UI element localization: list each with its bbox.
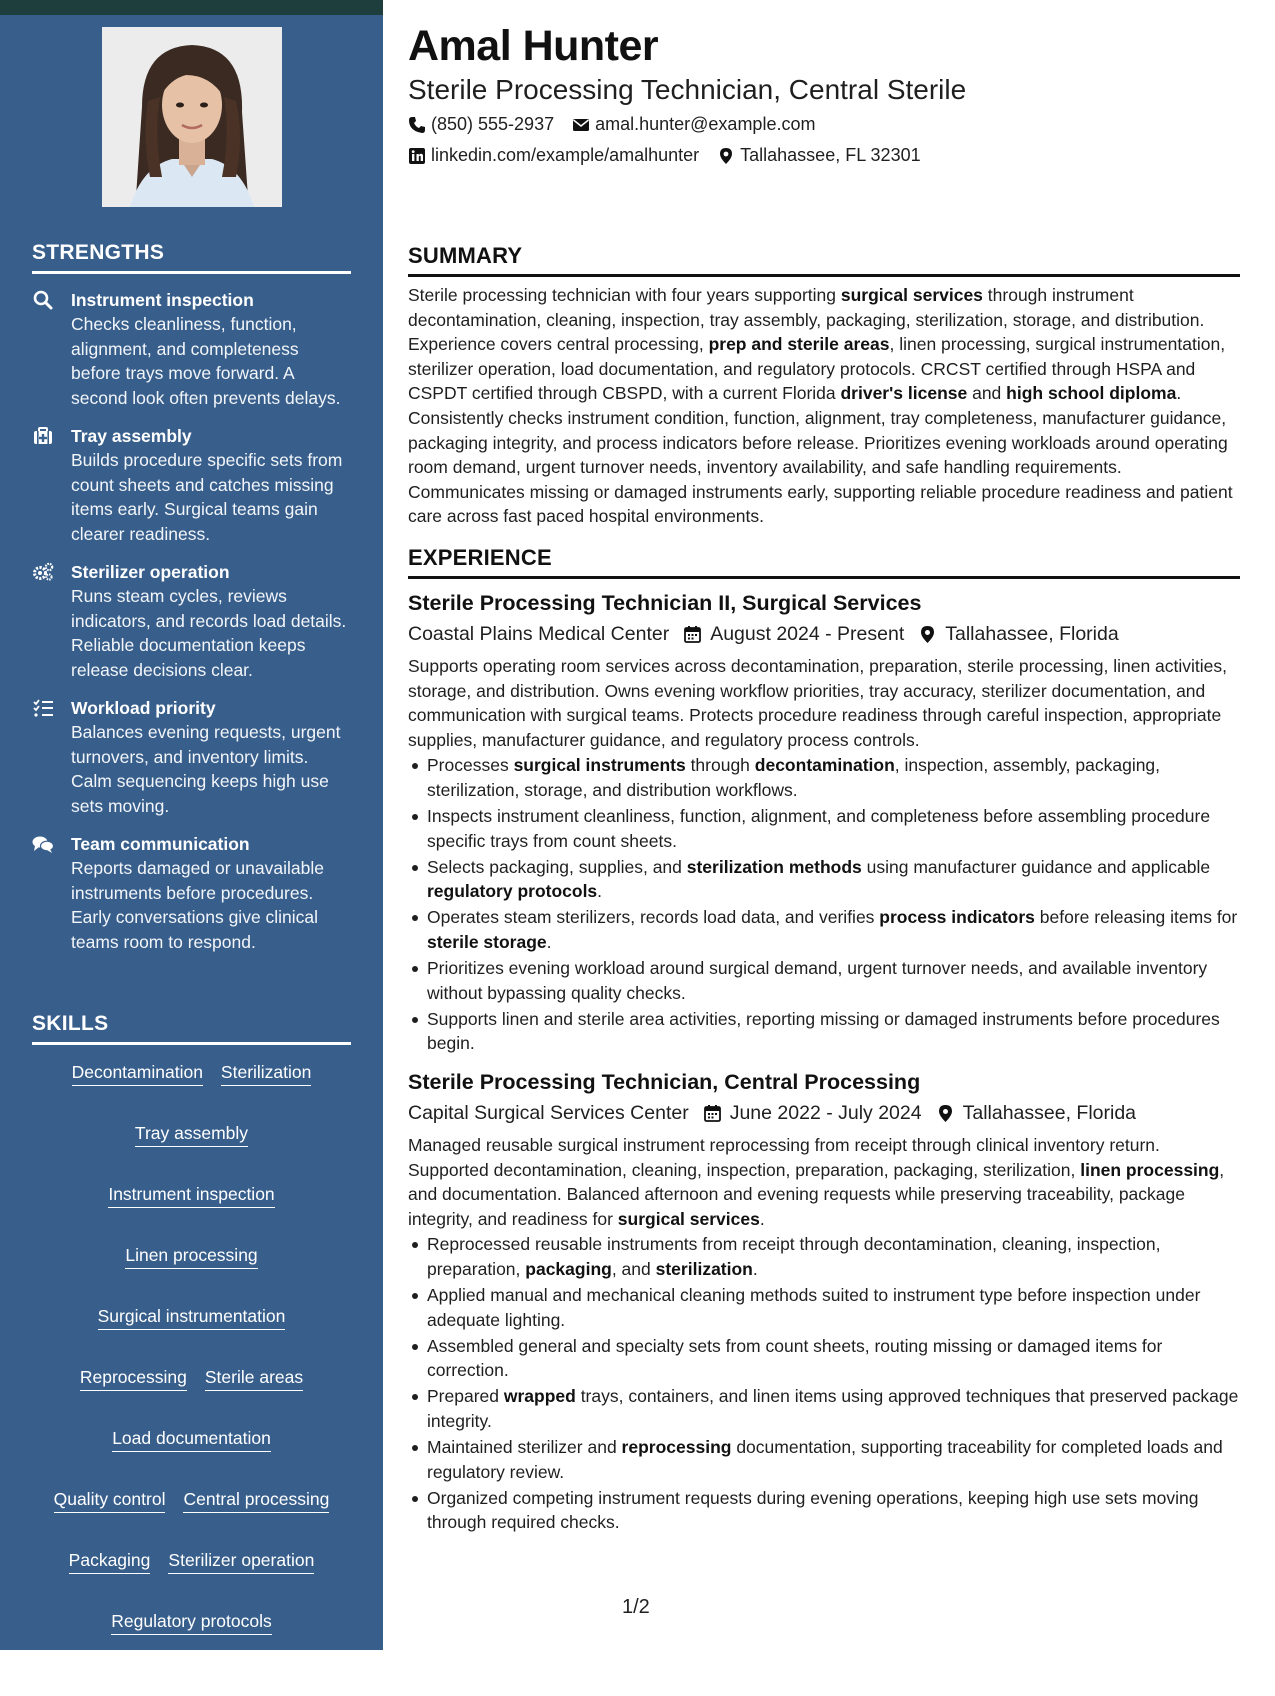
search-icon [32,290,54,310]
emphasis-text: packaging [525,1258,612,1279]
job-location-text: Tallahassee, Florida [945,623,1119,645]
emphasis-text: reprocessing [621,1437,732,1458]
emphasis-text: sterilization [655,1258,753,1279]
linkedin-contact[interactable] [408,145,699,166]
job-dates [703,1099,922,1127]
skill-tag: Surgical instrumentation [98,1305,286,1330]
job-entry [408,1068,1240,1535]
comments-icon [32,834,54,854]
strength-item [32,288,351,410]
profile-photo [102,27,282,207]
job-dates [683,620,904,648]
job-bullet: Prioritizes evening workload around surgical demand, urgent turnover needs, and available inventory without bypassing quality checks. [408,956,1240,1005]
job-bullet: Supports linen and sterile area activities, reporting missing or damaged instruments before procedures begin. [408,1007,1240,1056]
linkedin-url: linkedin.com/example/amalhunter [431,145,700,165]
job-location [936,1099,1136,1127]
company-name: Capital Surgical Services Center [408,1102,689,1124]
emphasis-text: sterile storage [427,932,547,953]
skill-tag: Sterilizer operation [168,1549,314,1574]
envelope-icon [572,116,590,134]
strength-item [32,832,351,954]
skill-tag: Regulatory protocols [111,1610,272,1635]
job-bullets [408,753,1240,1056]
strength-item [32,424,351,546]
strength-title: Team communication [71,834,250,854]
job-description: Supports operating room services across decontamination, preparation, sterile processing, linen activities, storage, and distribution. Owns evening workflow priorities, tray accuracy, sterilizer documentation, and communication with surgical teams. Protects procedure readiness through careful inspection, appropriate supplies, manufacturer guidance, and regulatory process controls. [408,656,1228,750]
emphasis-text: regulatory protocols [427,881,598,902]
strengths-heading: STRENGTHS [32,241,351,274]
skills-heading: SKILLS [32,1012,351,1045]
emphasis-text: linen processing [1080,1159,1220,1180]
phone-contact[interactable] [408,114,554,135]
skills-section [32,1012,351,1696]
strength-title: Instrument inspection [71,290,254,310]
sidebar [0,0,383,1692]
emphasis-text: decontamination [754,755,895,776]
strength-title: Tray assembly [71,426,192,446]
skill-tag: Tray assembly [135,1122,248,1147]
skill-tag: Sterile areas [205,1366,303,1391]
job-bullet: Assembled general and specialty sets from count sheets, routing missing or damaged items for correction. [408,1334,1240,1383]
strengths-section [32,241,351,954]
experience-heading: EXPERIENCE [408,545,1240,579]
summary-section [408,243,1240,529]
strength-item [32,696,351,818]
job-bullets [408,1232,1240,1535]
job-dates-text: August 2024 - Present [710,623,905,645]
candidate-name: Amal Hunter [408,22,659,70]
job-title: Sterile Processing Technician, Central Processing [408,1070,921,1094]
job-bullet: Prepared wrapped trays, containers, and linen items using approved techniques that preserved package integrity. [408,1384,1240,1433]
strength-title: Workload priority [71,698,216,718]
skill-tag: Reprocessing [80,1366,187,1391]
job-bullet: Reprocessed reusable instruments from receipt through decontamination, cleaning, inspection, preparation, packaging, and sterilization. [408,1232,1240,1281]
job-location-text: Tallahassee, Florida [962,1102,1137,1124]
strength-description: Runs steam cycles, reviews indicators, and records load details. Reliable documentation keeps release decisions clear. [71,586,347,680]
location-contact [717,145,920,166]
phone-icon [408,116,426,134]
contact-line-1 [408,114,833,135]
skills-list [32,1061,351,1696]
job-dates-text: June 2022 - July 2024 [729,1102,922,1124]
calendar-icon [683,625,702,644]
emphasis-text: driver's license [840,383,968,404]
emphasis-text: prep and sterile areas [708,334,890,355]
company-name: Coastal Plains Medical Center [408,623,670,645]
job-bullet: Organized competing instrument requests during evening operations, keeping high use sets moving through required checks. [408,1486,1240,1535]
emphasis-text: surgical instruments [513,755,686,776]
summary-heading: SUMMARY [408,243,1240,277]
emphasis-text: high school diploma [1006,383,1177,404]
map-pin-icon [717,147,735,165]
job-meta [408,1099,1240,1127]
skill-tag: Instrument inspection [108,1183,274,1208]
gears-icon [32,562,54,582]
linkedin-icon [408,147,426,165]
strength-title: Sterilizer operation [71,562,230,582]
job-bullet: Processes surgical instruments through decontamination, inspection, assembly, packaging, sterilization, storage, and distribution workflows. [408,753,1240,802]
summary-text: Sterile processing technician with four years supporting surgical services through instrument decontamination, cleaning, inspection, tray assembly, packaging, sterilization, storage, and distribution. Experience covers central processing, prep and sterile areas, linen processing, surgical instrumentation, sterilizer operation, load documentation, and regulatory protocols. CRCST certified through HSPA and CSPDT certified through CBSPD, with a current Florida driver's license and high school diploma. Consistently checks instrument condition, function, alignment, tray completeness, manufacturer guidance, packaging integrity, and process indicators before release. Prioritizes evening workloads around operating room demand, urgent turnover needs, inventory availability, and safe handling requirements. Communicates missing or damaged instruments early, supporting reliable procedure readiness and patient care across fast paced hospital environments. [408,285,1233,527]
job-title: Sterile Processing Technician II, Surgical Services [408,591,922,615]
strength-description: Checks cleanliness, function, alignment, and completeness before trays move forward. A second look often prevents delays. [71,314,341,408]
job-bullet: Operates steam sterilizers, records load data, and verifies process indicators before releasing items for sterile storage. [408,905,1240,954]
emphasis-text: wrapped [503,1386,576,1407]
skill-tag: Surgical services [125,1671,257,1696]
calendar-icon [703,1104,722,1123]
email-address: amal.hunter@example.com [595,114,816,134]
map-pin-icon [918,625,937,644]
sidebar-top-bar [0,0,383,15]
job-bullet: Applied manual and mechanical cleaning methods suited to instrument type before inspection under adequate lighting. [408,1283,1240,1332]
skill-tag: Central processing [183,1488,329,1513]
job-description: Managed reusable surgical instrument reprocessing from receipt through clinical inventory return. Supported decontamination, cleaning, inspection, preparation, packaging, sterilization, linen processing, and documentation. Balanced afternoon and evening requests while preserving traceability, package integrity, and readiness for surgical services. [408,1135,1225,1229]
page-number: 1/2 [622,1596,650,1618]
map-pin-icon [936,1104,955,1123]
skill-tag: Quality control [54,1488,166,1513]
candidate-title: Sterile Processing Technician, Central Sterile [408,74,967,105]
strength-description: Reports damaged or unavailable instruments before procedures. Early conversations give clinical teams room to respond. [71,858,324,952]
job-bullet: Maintained sterilizer and reprocessing documentation, supporting traceability for completed loads and regulatory review. [408,1435,1240,1484]
emphasis-text: process indicators [879,907,1035,928]
emphasis-text: sterilization methods [686,856,862,877]
job-meta [408,620,1240,648]
strength-item [32,560,351,682]
location-text: Tallahassee, FL 32301 [740,145,921,165]
job-entry [408,589,1240,1056]
skill-tag: Load documentation [112,1427,271,1452]
skill-tag: Linen processing [125,1244,257,1269]
emphasis-text: surgical services [617,1208,760,1229]
job-bullet: Selects packaging, supplies, and sterilization methods using manufacturer guidance and applicable regulatory protocols. [408,855,1240,904]
email-contact[interactable] [572,114,815,135]
profile-photo-illustration [102,27,282,207]
skill-tag: Decontamination [72,1061,203,1086]
skill-tag: Sterilization [221,1061,311,1086]
skill-tag: Packaging [69,1549,151,1574]
strength-description: Balances evening requests, urgent turnovers, and inventory limits. Calm sequencing keeps high use sets moving. [71,722,341,816]
emphasis-text: surgical services [840,285,983,305]
contact-line-2 [408,145,939,166]
phone-number: (850) 555-2937 [431,114,555,134]
strength-description: Builds procedure specific sets from count sheets and catches missing items early. Surgical teams gain clearer readiness. [71,450,343,544]
experience-section [408,545,1240,1537]
job-location [918,620,1118,648]
list-check-icon [32,698,54,718]
job-bullet: Inspects instrument cleanliness, function, alignment, and completeness before assembling procedure specific trays from count sheets. [408,804,1240,853]
medkit-icon [32,426,54,446]
